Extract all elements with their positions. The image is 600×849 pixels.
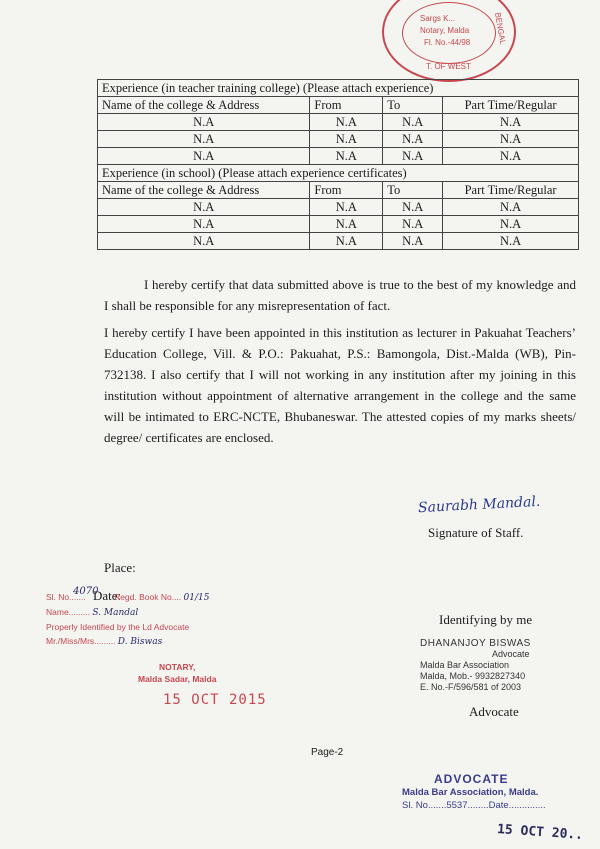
table-cell: N.A: [383, 216, 443, 233]
table-cell: N.A: [98, 148, 310, 165]
advocate-stamp: [420, 638, 531, 693]
column-header-name: Name of the college & Address: [98, 182, 310, 199]
table-cell: N.A: [383, 199, 443, 216]
table-row: [98, 114, 579, 131]
table-cell: N.A: [98, 114, 310, 131]
serial-label: Sl. No.......: [46, 592, 86, 602]
column-header-to: To: [383, 182, 443, 199]
bottom-stamp-title: ADVOCATE: [434, 772, 509, 786]
regd-book-label: Regd. Book No....: [114, 592, 182, 602]
advocate-name: DHANANJOY BISWAS: [420, 638, 531, 649]
seal-text-2: Notary, Malda: [420, 26, 470, 35]
table-cell: N.A: [310, 131, 383, 148]
column-header-from: From: [310, 182, 383, 199]
table-cell: N.A: [98, 216, 310, 233]
signature-label: Signature of Staff.: [428, 525, 524, 540]
page-number: Page-2: [311, 747, 344, 758]
name-value: S. Mandal: [92, 608, 139, 618]
identifying-label: Identifying by me: [439, 612, 533, 627]
advocate-title: Advocate: [492, 649, 530, 659]
seal-text-3: Fl. No.-44/98: [424, 38, 471, 47]
bottom-stamp-serial: Sl. No.......5537........Date..............: [402, 800, 546, 811]
table-row: [98, 131, 579, 148]
advocate-label: Advocate: [469, 704, 519, 719]
table-cell: N.A: [310, 199, 383, 216]
table-cell: N.A: [310, 148, 383, 165]
table-row: [98, 148, 579, 165]
table-cell: N.A: [383, 114, 443, 131]
table-cell: N.A: [310, 233, 383, 250]
bottom-advocate-stamp: [402, 773, 546, 812]
certification-paragraph-1: I hereby certify that data submitted above is true to the best of my knowledge and I shall be responsible for any misrepresentation of fact.: [104, 277, 576, 313]
experience-table: [97, 79, 579, 250]
date-label: Date:: [93, 588, 122, 603]
seal-text-5: BENGAL: [492, 11, 508, 46]
table-cell: N.A: [383, 131, 443, 148]
notary-line-1: NOTARY,: [159, 662, 196, 672]
table-cell: N.A: [443, 199, 579, 216]
table-row: [98, 233, 579, 250]
table-cell: N.A: [383, 233, 443, 250]
table-row: [98, 199, 579, 216]
registration-stamp: [46, 590, 209, 649]
table-cell: N.A: [310, 114, 383, 131]
table-header-row: [98, 182, 579, 199]
column-header-to: To: [383, 97, 443, 114]
notary-seal: [382, 0, 516, 82]
section-heading-row: [98, 80, 579, 97]
advocate-mobile: Malda, Mob.- 9932827340: [420, 671, 526, 681]
date-stamp: 15 OCT 2015: [163, 692, 267, 708]
seal-text-1: Sargs K...: [420, 14, 456, 23]
table-cell: N.A: [310, 216, 383, 233]
staff-signature: Saurabh Mandal.: [417, 493, 541, 517]
column-header-type: Part Time/Regular: [443, 97, 579, 114]
regd-book-value: 01/15: [183, 593, 210, 603]
serial-number-handwritten: 4070: [73, 586, 99, 597]
advocate-enrolment: E. No.-F/596/581 of 2003: [420, 682, 522, 692]
bottom-stamp-association: Malda Bar Association, Malda.: [402, 787, 539, 798]
column-header-name: Name of the college & Address: [98, 97, 310, 114]
reg-line-serial: [46, 590, 209, 605]
table-cell: N.A: [98, 131, 310, 148]
certification-paragraph-2: I hereby certify I have been appointed in this institution as lecturer in Pakuahat Teachers’ Education College, Vill. & P.O.: Pakuahat, P.S.: Bamongola, Dist.-Malda (WB), Pin-732138. I also certify that I will not working in any institution after my joining in this institution without appointment of alternative arrangement in the college and the same will be intimated to ERC-NCTE, Bhubaneswar. The attested copies of my marks sheets/ degree/ certificates are enclosed.: [104, 325, 576, 445]
notary-stamp: [138, 661, 216, 685]
reg-line-name: [46, 605, 209, 620]
place-label: Place:: [104, 560, 136, 575]
table-cell: N.A: [443, 148, 579, 165]
table-cell: N.A: [443, 114, 579, 131]
table-cell: N.A: [443, 233, 579, 250]
table-row: [98, 216, 579, 233]
section-heading-row: [98, 165, 579, 182]
column-header-type: Part Time/Regular: [443, 182, 579, 199]
reg-line-mr: [46, 634, 209, 649]
school-heading: Experience (in school) (Please attach experience certificates): [98, 165, 579, 182]
teacher-training-heading: Experience (in teacher training college) (Please attach experience): [98, 80, 579, 97]
seal-text-4: T. OF WEST: [426, 62, 471, 71]
table-cell: N.A: [443, 131, 579, 148]
table-cell: N.A: [383, 148, 443, 165]
identified-label: Properly Identified by the Ld Advocate: [46, 622, 190, 632]
bottom-date-stamp: 15 OCT 20..: [496, 822, 584, 843]
table-header-row: [98, 97, 579, 114]
name-label: Name.........: [46, 607, 90, 617]
table-cell: N.A: [98, 233, 310, 250]
advocate-association: Malda Bar Association: [420, 660, 510, 670]
mr-value: D. Biswas: [117, 637, 163, 647]
table-cell: N.A: [443, 216, 579, 233]
column-header-from: From: [310, 97, 383, 114]
table-cell: N.A: [98, 199, 310, 216]
notary-line-2: Malda Sadar, Malda: [138, 674, 217, 684]
mr-label: Mr./Miss/Mrs.........: [46, 636, 116, 646]
